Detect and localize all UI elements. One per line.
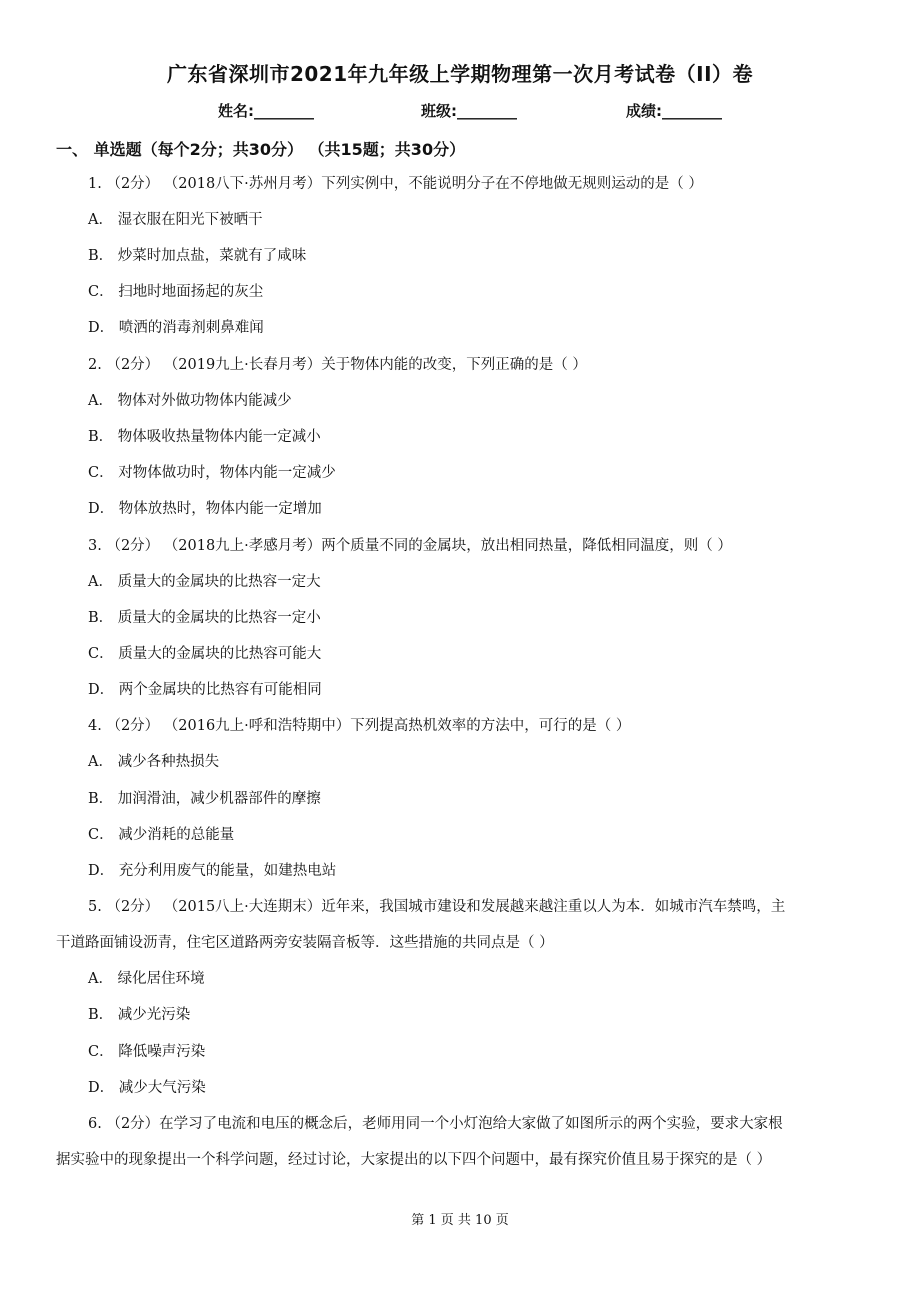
question-4-option-c: C． 减少消耗的总能量 xyxy=(88,827,235,843)
question-3-option-a: A． 质量大的金属块的比热容一定大 xyxy=(88,574,321,590)
section-heading: 一、 单选题（每个2分；共30分） （共15题；共30分） xyxy=(56,140,466,159)
question-2-stem: 2. （2分） （2019九上·长春月考）关于物体内能的改变，下列正确的是（ ） xyxy=(88,357,587,373)
question-4-option-a: A． 减少各种热损失 xyxy=(88,754,220,770)
question-3-option-b: B． 质量大的金属块的比热容一定小 xyxy=(88,610,321,626)
question-2-option-a: A． 物体对外做功物体内能减少 xyxy=(88,393,292,409)
question-5-option-b: B． 减少光污染 xyxy=(88,1007,191,1023)
question-5-option-a: A． 绿化居住环境 xyxy=(88,971,205,987)
name-field: 姓名:________ xyxy=(218,102,314,120)
class-field: 班级:________ xyxy=(421,102,517,120)
question-1-option-d: D． 喷洒的消毒剂刺鼻难闻 xyxy=(88,320,264,336)
question-1-option-b: B． 炒菜时加点盐，菜就有了咸味 xyxy=(88,248,307,264)
question-2-option-b: B． 物体吸收热量物体内能一定减小 xyxy=(88,429,321,445)
question-1-option-c: C． 扫地时地面扬起的灰尘 xyxy=(88,284,264,300)
score-field: 成绩:________ xyxy=(626,102,722,120)
question-1-option-a: A． 湿衣服在阳光下被晒干 xyxy=(88,212,263,228)
question-5-stem: 5. （2分） （2015八上·大连期末）近年来，我国城市建设和发展越来越注重以人为本．如城市汽车禁鸣，主 xyxy=(88,899,786,915)
question-6-stem: 6. （2分）在学习了电流和电压的概念后，老师用同一个小灯泡给大家做了如图所示的两个实验，要求大家根 xyxy=(88,1116,783,1132)
page-footer: 第 1 页 共 10 页 xyxy=(411,1213,509,1228)
question-5-option-d: D． 减少大气污染 xyxy=(88,1080,206,1096)
question-4-option-b: B． 加润滑油，减少机器部件的摩擦 xyxy=(88,791,321,807)
question-3-stem: 3. （2分） （2018九上·孝感月考）两个质量不同的金属块，放出相同热量，降低相同温度，则（ ） xyxy=(88,538,732,554)
question-4-stem: 4. （2分） （2016九上·呼和浩特期中）下列提高热机效率的方法中，可行的是（ ） xyxy=(88,718,631,734)
document-title: 广东省深圳市2021年九年级上学期物理第一次月考试卷（II）卷 xyxy=(166,62,754,86)
question-3-option-c: C． 质量大的金属块的比热容可能大 xyxy=(88,646,322,662)
question-2-option-c: C． 对物体做功时，物体内能一定减少 xyxy=(88,465,336,481)
question-1-stem: 1. （2分） （2018八下·苏州月考）下列实例中，不能说明分子在不停地做无规则运动的是（ ） xyxy=(88,176,703,192)
question-4-option-d: D． 充分利用废气的能量，如建热电站 xyxy=(88,863,337,879)
question-5-stem-continued: 干道路面铺设沥青，住宅区道路两旁安装隔音板等．这些措施的共同点是（ ） xyxy=(56,935,554,951)
question-6-stem-continued: 据实验中的现象提出一个科学问题，经过讨论，大家提出的以下四个问题中，最有探究价值且易于探究的是（ ） xyxy=(56,1152,772,1168)
question-3-option-d: D． 两个金属块的比热容有可能相同 xyxy=(88,682,322,698)
question-2-option-d: D． 物体放热时，物体内能一定增加 xyxy=(88,501,322,517)
question-5-option-c: C． 降低噪声污染 xyxy=(88,1044,206,1060)
